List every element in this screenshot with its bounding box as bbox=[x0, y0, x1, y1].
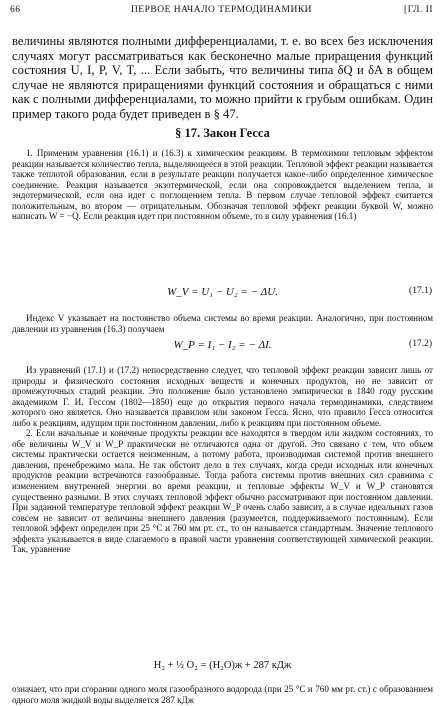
intro-paragraph: величины являются полными дифференциалами, т. е. во всех без исключения случаях могут рассматриваться как бесконечно малые приращения функций состояния U, I, P, V, T, ... Если забыть, что величины типа δQ и δA в общем случае не являются приращениями функций состояния и обращаться с ними как с полными дифференциалами, то можно прийти к грубым ошибкам. Один пример такого рода будет приведен в § 47. bbox=[12, 34, 433, 121]
paragraph-4: 2. Если начальные и конечные продукты реакции все находятся в твердом или жидком состояниях, то обе величины W_V и W_P практически не отличаются одна от другой. Это связано с тем, что объем системы практически остается неизменным, а потому работа, производимая системой против внешнего давления, пренебрежимо мала. Не так обстоит дело в тех случаях, когда среди исходных или конечных продуктов реакции встречаются газообразные. Тогда работа системы против внешних сил сравнима с изменением внутренней энергии во время реакции, и тепловые эффекты W_V и W_P становятся существенно разными. В этих случаях тепловой эффект обычно рассматривают при постоянном давлении. При заданной температуре тепловой эффект реакции W_P очень слабо зависит, а в случае идеальных газов совсем не зависит от величины внешнего давления (разумеется, поддерживаемого постоянным). Если тепловой эффект определен при 25 °C и 760 мм рт. ст., то он называется стандартным. Значение теплового эффекта указывается в виде слагаемого в правой части уравнения соответствующей химической реакции. Так, уравнение bbox=[12, 428, 433, 555]
running-header bbox=[10, 5, 433, 19]
page-number: 66 bbox=[10, 5, 21, 15]
paragraphs-3-4 bbox=[12, 365, 433, 555]
paragraph-2: Индекс V указывает на постоянство объема системы во время реакции. Аналогично, при постоянном давлении из уравнения (16.3) получаем bbox=[12, 313, 433, 334]
equation-formula: W_V = U₁ − U₂ = − ΔU. bbox=[167, 286, 278, 298]
equation-formula: W_P = I₁ − I₂ = − ΔI. bbox=[173, 339, 272, 351]
chapter-mark: [ГЛ. II bbox=[404, 5, 433, 15]
paragraph-3: Из уравнений (17.1) и (17.2) непосредственно следует, что тепловой эффект реакции зависит лишь от природы и физического состояния исходных веществ и конечных продуктов, но не зависит от промежуточных стадий реакции. Это положение было установлено эмпирически в 1840 году русским академиком Г. И. Гессом (1802—1850) еще до открытия первого начала термодинамики, следствием которого оно является. Оно называется правилом или законом Гесса. Ясно, что правило Гесса относится либо к реакциям, идущим при постоянном давлении, либо к реакциям при постоянном объеме. bbox=[12, 365, 433, 428]
paragraph-1: 1. Применим уравнения (16.1) и (16.3) к химическим реакциям. В термохимии тепловым эффектом реакции называется количество тепла, выделяющееся в этой реакции. Тепловой эффект реакции называется также теплотой образования, если в результате реакции получается какое-либо определенное химическое соединение. Реакция называется экзотермической, если она сопровождается выделением тепла, и эндотермической, если она идет с поглощением тепла. В первом случае тепловой эффект считается положительным, во втором — отрицательным. Обозначая тепловой эффект реакции буквой W, можно написать W = −Q. Если реакция идет при постоянном объеме, то в силу уравнения (16.1) bbox=[12, 148, 433, 222]
running-title: ПЕРВОЕ НАЧАЛО ТЕРМОДИНАМИКИ bbox=[130, 5, 313, 15]
reaction-equation: H₂ + ½ O₂ = (H₂O)ж + 287 кДж bbox=[153, 660, 292, 671]
equation-number: (17.1) bbox=[409, 286, 432, 296]
section-title: § 17. Закон Гесса bbox=[175, 126, 270, 140]
equation-number: (17.2) bbox=[409, 339, 432, 349]
paragraph-5: означает, что при сгорании одного моля газообразного водорода (при 25 °C и 760 мм рт. ст.) с образованием одного моля жидкой воды выделяется 287 кДж bbox=[12, 684, 433, 705]
